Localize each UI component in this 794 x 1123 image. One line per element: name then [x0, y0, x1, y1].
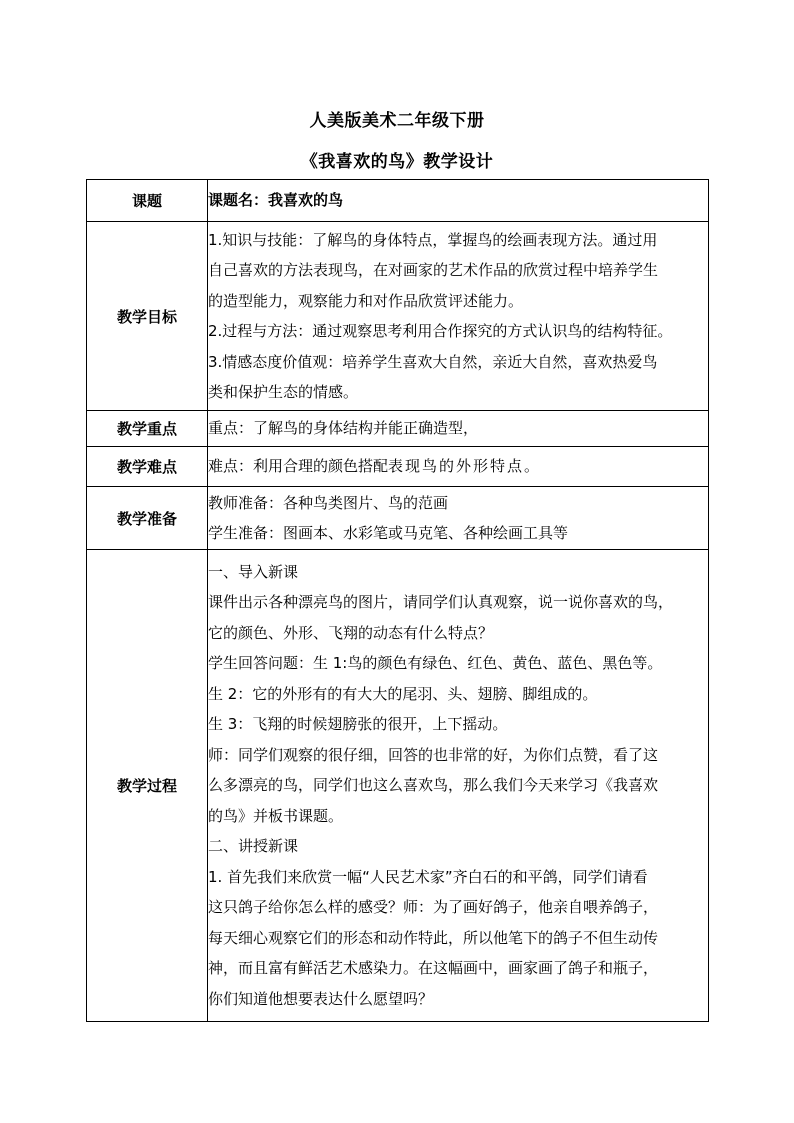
row-preparation — [87, 487, 709, 550]
row-goals — [87, 222, 709, 411]
difficulties-text-suffix: 表现鸟的外形特点。 — [388, 457, 542, 476]
row-difficulties — [87, 447, 709, 487]
row-content-key-points — [208, 411, 709, 447]
row-content-preparation — [208, 487, 709, 550]
preparation-line: 学生准备：图画本、水彩笔或马克笔、各种绘画工具等 — [208, 524, 569, 542]
topic-line: 课题名：我喜欢的鸟 — [208, 191, 344, 210]
preparation-line: 教师准备：各种鸟类图片、鸟的范画 — [208, 493, 449, 512]
process-line: 你们知道他想要表达什么愿望吗？ — [208, 989, 434, 1008]
row-content-process — [208, 550, 709, 1022]
goals-line: 3.情感态度价值观：培养学生喜欢大自然，亲近大自然，喜欢热爱鸟 — [208, 352, 658, 371]
difficulties-text-prefix: 难点：利用合理的颜色搭配 — [208, 457, 389, 476]
row-label-goals: 教学目标 — [87, 222, 208, 411]
goals-line: 自己喜欢的方法表现鸟，在对画家的艺术作品的欣赏过程中培养学生 — [208, 261, 659, 279]
row-key-points — [87, 411, 709, 447]
row-process — [87, 550, 709, 1022]
process-line: 生 2：它的外形有的有大大的尾羽、头、翅膀、脚组成的。 — [208, 684, 598, 703]
row-label-difficulties: 教学难点 — [87, 447, 208, 487]
process-line: 课件出示各种漂亮鸟的图片，请同学们认真观察，说一说你喜欢的鸟， — [208, 593, 674, 612]
lesson-plan-table — [86, 179, 709, 1022]
key-points-line: 重点：了解鸟的身体结构并能正确造型， — [208, 419, 479, 438]
goals-line: 1.知识与技能：了解鸟的身体特点，掌握鸟的绘画表现方法。通过用 — [208, 230, 658, 249]
goals-line: 2.过程与方法：通过观察思考利用合作探究的方式认识鸟的结构特征。 — [208, 322, 673, 340]
row-content-goals — [208, 222, 709, 411]
goals-line: 类和保护生态的情感。 — [208, 383, 359, 401]
row-topic — [87, 180, 709, 222]
row-label-key-points: 教学重点 — [87, 411, 208, 447]
process-line: 一、导入新课 — [208, 562, 299, 581]
row-content-topic — [208, 180, 709, 222]
document-title: 人美版美术二年级下册 — [309, 111, 485, 131]
process-line: 学生回答问题：生 1:鸟的颜色有绿色、红色、黄色、蓝色、黑色等。 — [208, 654, 663, 673]
process-line: 二、讲授新课 — [208, 837, 299, 856]
process-line: 这只鸽子给你怎么样的感受？师：为了画好鸽子，他亲自喂养鸽子， — [208, 898, 659, 917]
process-line: 每天细心观察它们的形态和动作特此，所以他笔下的鸽子不但生动传 — [208, 928, 659, 947]
row-label-preparation: 教学准备 — [87, 487, 208, 550]
row-label-topic: 课题 — [87, 180, 208, 222]
process-line: 1. 首先我们来欣赏一幅“人民艺术家”齐白石的和平鸽，同学们请看 — [208, 867, 648, 886]
row-content-difficulties — [208, 447, 709, 487]
difficulties-line — [208, 451, 708, 482]
process-line: 师：同学们观察的很仔细，回答的也非常的好，为你们点赞，看了这 — [208, 745, 659, 764]
row-label-process: 教学过程 — [87, 550, 208, 1022]
goals-line: 的造型能力，观察能力和对作品欣赏评述能力。 — [208, 291, 524, 310]
process-line: 它的颜色、外形、飞翔的动态有什么特点？ — [208, 623, 494, 642]
process-line: 神，而且富有鲜活艺术感染力。在这幅画中，画家画了鸽子和瓶子， — [208, 959, 659, 978]
document-subtitle: 《我喜欢的鸟》教学设计 — [300, 152, 494, 172]
process-line: 么多漂亮的鸟，同学们也这么喜欢鸟，那么我们今天来学习《我喜欢 — [208, 776, 659, 795]
process-line: 的鸟》并板书课题。 — [208, 806, 344, 825]
process-line: 生 3：飞翔的时候翅膀张的很开，上下摇动。 — [208, 715, 508, 734]
